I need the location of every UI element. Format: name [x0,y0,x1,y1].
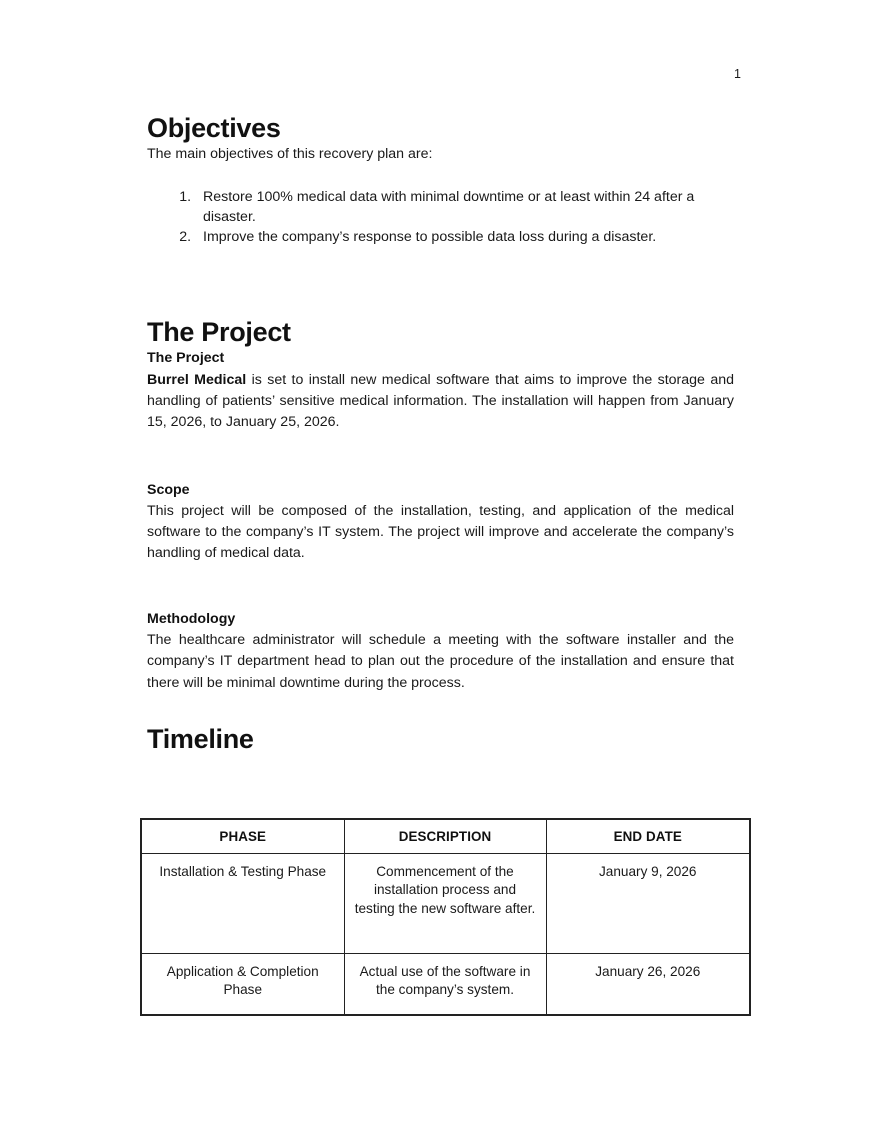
timeline-table-container [140,818,749,1016]
cell-description: Commencement of the installation process and testing the new software after. [344,854,546,954]
objectives-list [147,187,734,247]
objectives-intro: The main objectives of this recovery plan are: [147,146,433,163]
column-header-phase: PHASE [141,819,344,854]
subsection-scope [147,480,734,565]
subheading-methodology: Methodology [147,610,236,627]
spacer [147,565,734,609]
table-row [141,854,750,954]
cell-end-date: January 9, 2026 [546,854,750,954]
page-number: 1 [734,67,741,81]
paragraph-methodology: The healthcare administrator will schedule a meeting with the software installer and the company’s IT department head to plan out the procedure of the installation and ensure that there will be minimal downtime during the process. [147,632,734,691]
cell-description: Actual use of the software in the company’s system. [344,954,546,1016]
table-header-row [141,819,750,854]
subheading-scope: Scope [147,481,190,498]
spacer [147,247,734,317]
column-header-description: DESCRIPTION [344,819,546,854]
list-item: 1. Restore 100% medical data with minimal downtime or at least within 24 after a disaster. [195,187,734,227]
paragraph-the-project-text: is set to install new medical software that aims to improve the storage and handling of patients’ sensitive medical information. The installation will happen from January 15, 2026, to January 25, 2026. [147,371,734,431]
cell-end-date: January 26, 2026 [546,954,750,1016]
heading-timeline: Timeline [147,723,254,754]
subsection-the-project [147,348,734,433]
document-content [147,113,734,755]
cell-phase: Installation & Testing Phase [141,854,344,954]
heading-the-project: The Project [147,317,291,348]
paragraph-the-project [147,370,734,434]
table-row [141,954,750,1016]
list-item: 2. Improve the company’s response to possible data loss during a disaster. [195,227,734,247]
column-header-end-date: END DATE [546,819,750,854]
paragraph-scope: This project will be composed of the installation, testing, and application of the medical software to the company’s IT system. The project will improve and accelerate the company’s handling of medical data. [147,502,734,562]
spacer [147,434,734,480]
timeline-table [140,818,751,1016]
company-name: Burrel Medical [147,371,247,388]
subheading-the-project: The Project [147,350,225,367]
cell-phase: Application & Completion Phase [141,954,344,1016]
heading-objectives: Objectives [147,113,281,143]
spacer [147,694,734,724]
subsection-methodology [147,609,734,694]
